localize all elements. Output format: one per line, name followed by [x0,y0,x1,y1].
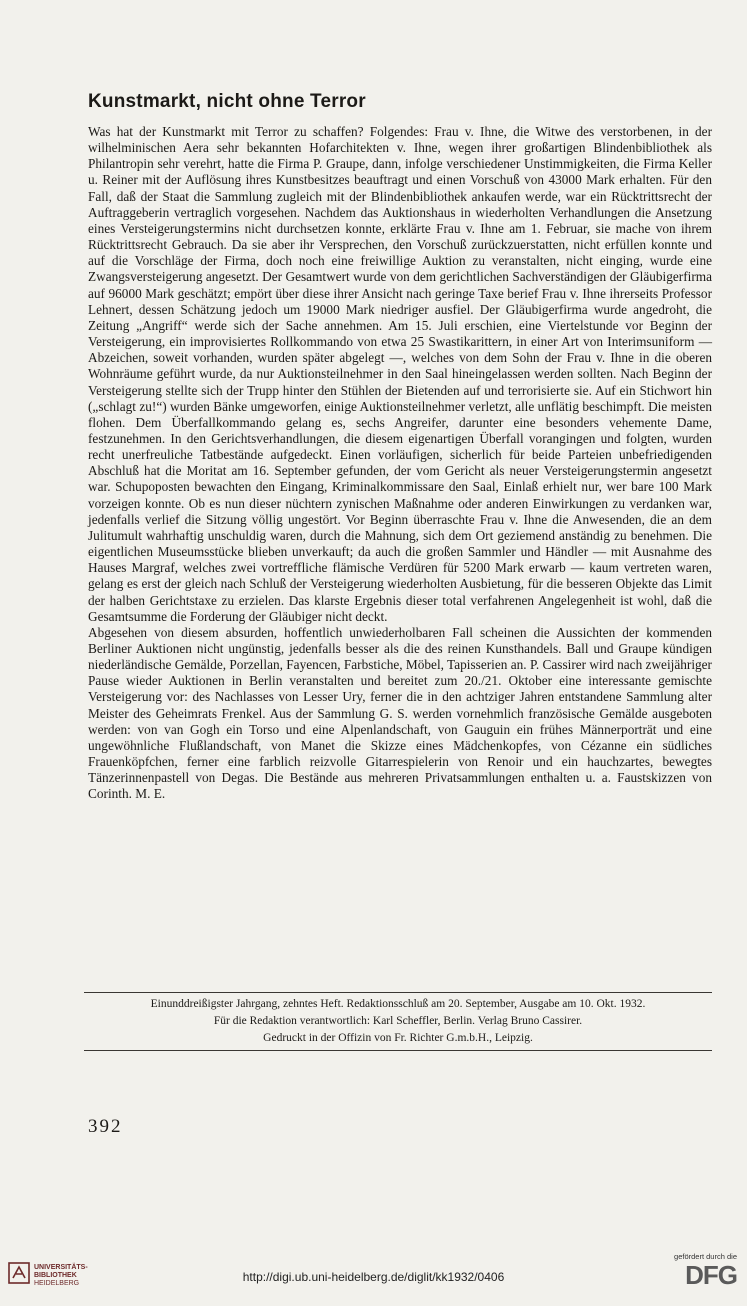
article-body [88,124,712,803]
colophon-line-issue: Einunddreißigster Jahrgang, zehntes Heft. Redaktionsschluß am 20. September, Ausgabe am 10. Okt. 1932. [150,998,646,1010]
page-number: 392 [88,1116,123,1137]
funding-note: gefördert durch die [674,1252,737,1261]
digitization-footer [0,1252,747,1306]
colophon [84,996,712,1047]
library-name-line-1: UNIVERSITÄTS- [34,1263,88,1271]
article-paragraph-1: Was hat der Kunstmarkt mit Terror zu schaffen? Folgendes: Frau v. Ihne, die Witwe des verstorbenen, in der wilhelminischen Aera sehr bekannten Hofarchitekten v. Ihne, wegen ihrer großartigen Blindenbibliothek als Philantropin sehr verehrt, hatte die Firma P. Graupe, dann, infolge verschiedener Unstimmigkeiten, die Firma Keller u. Reiner mit der Auflösung ihres Kunstbesitzes beauftragt und einen Vorschuß von 43000 Mark erhalten. Für den Fall, daß der Staat die Sammlung zugleich mit der Blindenbibliothek ankaufen werde, war ein Rücktrittsrecht der Auftraggeberin vertraglich vorgesehen. Nachdem das Auktionshaus in wiederholten Verhandlungen die Ansetzung eines Versteigerungstermins nicht durchsetzen konnte, erklärte Frau v. Ihne am 1. Februar, sie mache von ihrem Rücktrittsrecht Gebrauch. Da sie aber ihr Versprechen, den Vorschuß zurückzuerstatten, nicht erfüllen konnte und auf die Vorschläge der Firma, doch noch eine freiwillige Auktion zu veranstalten, nicht einging, wurde eine Zwangsversteigerung angesetzt. Der Gesamtwert wurde von dem gerichtlichen Sachverständigen der Gläubigerfirma auf 96000 Mark geschätzt; empört über diese ihrer Ansicht nach geringe Taxe berief Frau v. Ihne ihrerseits Professor Lehnert, dessen Schätzung jedoch um 19000 Mark niedriger ausfiel. Der Gläubigerfirma wurde angedroht, die Zeitung „Angriff“ werde sich der Sache annehmen. Am 15. Juli erschien, eine Viertelstunde vor Beginn der Versteigerung, ein improvisiertes Rollkommando von etwa 25 Swastikarittern, in einer Art von Interimsuniform — Abzeichen, soweit vorhanden, wurden später abgelegt —, welches von dem Sohn der Frau v. Ihne in die oberen Wohnräume geführt wurde, da nur Auktionsteilnehmer in den Saal hineingelassen werden sollten. Nach Beginn der Versteigerung stellte sich der Trupp hinter den Stühlen der Bietenden auf und terrorisierte sie. Auf ein Stichwort hin („schlagt zu!“) wurden Bänke umgeworfen, einige Auktionsteilnehmer verletzt, alle unflätig beschimpft. Die meisten flohen. Dem Überfallkommando gelang es, sechs Angreifer, darunter eine besonders vehemente Dame, festzunehmen. In den Gerichtsverhandlungen, die diesem eigenartigen Überfall vorangingen und folgten, wurden recht unerfreuliche Tatbestände aufgedeckt. Einen vorläufigen, sicherlich für beide Parteien unbefriedigenden Abschluß hat die Moritat am 16. September gefunden, der vom Gericht als neuer Versteigerungstermin angesetzt war. Schupoposten bewachten den Eingang, Kriminalkommissare den Saal, Einlaß erhielt nur, wer bare 100 Mark vorzeigen konnte. Ob es nun dieser nüchtern zynischen Maßnahme oder anderen Einwirkungen zu verdanken war, jedenfalls verlief die Sitzung völlig ungestört. Vor Beginn überraschte Frau v. Ihne die Anwesenden, die an dem Julitumult wahrhaftig unschuldig waren, durch die Mahnung, sich dem Ort geziemend anständig zu benehmen. Die eigentlichen Museumsstücke blieben unverkauft; da auch die großen Sammler und Händler — mit Ausnahme des Hauses Margraf, welches zwei vortreffliche flämische Verdüren für 5200 Mark erwarb — kaum vertreten waren, gelang es erst der gleich nach Schluß der Versteigerung wiederholten Ausbietung, für die besseren Objekte das Limit der halben Gerichtstaxe zu erzielen. Das klarste Ergebnis dieser total verfahrenen Angelegenheit ist wohl, daß die Gesamtsumme die Forderung der Gläubiger nicht deckt. [88,124,712,624]
colophon-line-printer: Gedruckt in der Offizin von Fr. Richter G.m.b.H., Leipzig. [263,1032,533,1044]
article-paragraph-2: Abgesehen von diesem absurden, hoffentlich unwiederholbaren Fall scheinen die Aussichten der kommenden Berliner Auktionen nicht ungünstig, jedenfalls besser als die des reinen Kunsthandels. Ball und Graupe kündigen niederländische Gemälde, Porzellan, Fayencen, Farbstiche, Möbel, Tapisserien an. P. Cassirer wird nach zweijähriger Pause wieder Auktionen in Berlin veranstalten und bereitet zum 20./21. Oktober eine interessante gemischte Versteigerung vor: des Nachlasses von Lesser Ury, ferner die in den achtziger Jahren entstandene Sammlung alter Meister des Geheimrats Frenkel. Aus der Sammlung G. S. werden vornehmlich französische Gemälde ausgeboten werden: von van Gogh ein Torso und eine Alpenlandschaft, von Gauguin ein frühes Männerporträt und eine ungewöhnliche Flußlandschaft, von Manet die Skizze eines Mädchenkopfes, von Cézanne ein südliches Frauenköpfchen, ferner eine farblich reizvolle Gitarrespielerin von Renoir und ein hauchzartes, bewegtes Tänzerinnenpastell von Degas. Die Bestände aus mehreren Privatsammlungen enthalten u. a. Faustskizzen von Corinth. M. E. [88,624,712,802]
library-name-line-3: HEIDELBERG [34,1279,80,1287]
colophon-top-rule [84,992,712,993]
source-url-link[interactable]: http://digi.ub.uni-heidelberg.de/diglit/kk1932/0406 [242,1270,505,1284]
colophon-line-editor: Für die Redaktion verantwortlich: Karl Scheffler, Berlin. Verlag Bruno Cassirer. [213,1015,583,1027]
colophon-bottom-rule [84,1050,712,1051]
dfg-logo: DFG [685,1260,737,1290]
library-name-line-2: BIBLIOTHEK [34,1271,77,1279]
dfg-funding-badge[interactable] [657,1252,737,1288]
article-title: Kunstmarkt, nicht ohne Terror [88,91,366,112]
